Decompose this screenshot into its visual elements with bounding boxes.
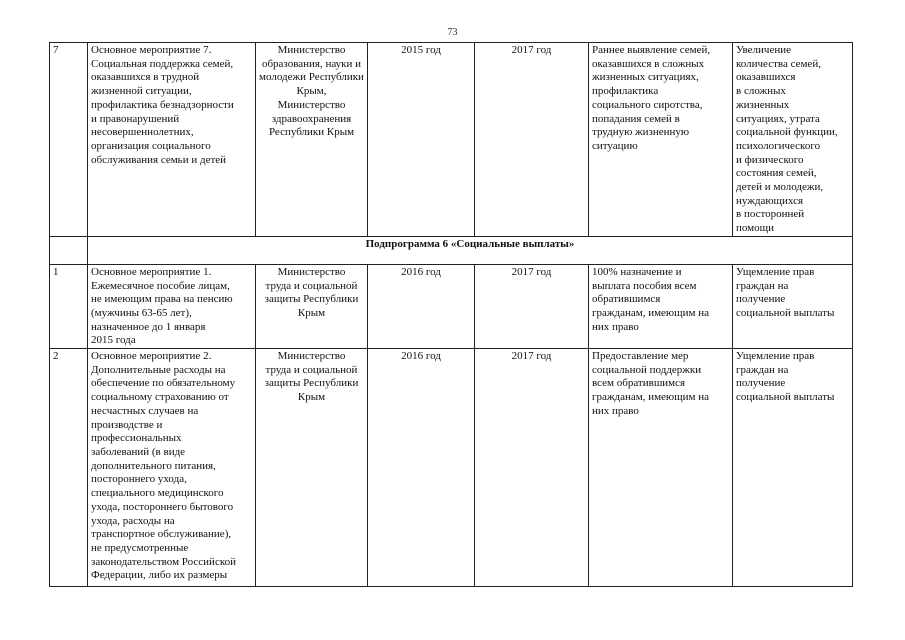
activity-cell: Основное мероприятие 2. Дополнительные расходы на обеспечение по обязательному социальному страхованию от несчастных случаев на производстве и профессиональных заболеваний (в виде дополнительного питания, постороннего ухода, специального медицинского ухода, постороннего бытового ухода, расходы на транспортное обслуживание), не предусмотренные законодательством Российской Федерации, либо их размеры — [88, 349, 256, 587]
row-number: 1 — [50, 264, 88, 348]
subprogram-title: Подпрограмма 6 «Социальные выплаты» — [88, 236, 853, 264]
empty-cell — [50, 236, 88, 264]
activity-cell: Основное мероприятие 1. Ежемесячное пособие лицам, не имеющим права на пенсию (мужчины 63-65 лет), назначенное до 1 января 2015 года — [88, 264, 256, 348]
table-row — [50, 264, 853, 348]
ministry-cell: Министерство труда и социальной защиты Республики Крым — [256, 349, 368, 587]
consequence-cell: Ущемление прав граждан на получение социальной выплаты — [733, 264, 853, 348]
end-year-cell: 2017 год — [475, 349, 589, 587]
table-row — [50, 43, 853, 237]
ministry-cell: Министерство образования, науки и молодежи Республики Крым, Министерство здравоохранения Республики Крым — [256, 43, 368, 237]
result-cell: 100% назначение и выплата пособия всем обратившимся гражданам, имеющим на них право — [589, 264, 733, 348]
result-cell: Предоставление мер социальной поддержки всем обратившимся гражданам, имеющим на них право — [589, 349, 733, 587]
activity-cell: Основное мероприятие 7. Социальная поддержка семей, оказавшихся в трудной жизненной ситуации, профилактика безнадзорности и правонарушений несовершеннолетних, организация социального обслуживания семьи и детей — [88, 43, 256, 237]
start-year-cell: 2016 год — [368, 264, 475, 348]
consequence-cell: Ущемление прав граждан на получение социальной выплаты — [733, 349, 853, 587]
start-year-cell: 2015 год — [368, 43, 475, 237]
table-row — [50, 349, 853, 587]
ministry-cell: Министерство труда и социальной защиты Республики Крым — [256, 264, 368, 348]
consequence-cell: Увеличение количества семей, оказавшихся в сложных жизненных ситуациях, утрата социальной функции, психологического и физического состояния семей, детей и молодежи, нуждающихся в посторонней помощи — [733, 43, 853, 237]
result-cell: Раннее выявление семей, оказавшихся в сложных жизненных ситуациях, профилактика социального сиротства, попадания семей в трудную жизненную ситуацию — [589, 43, 733, 237]
subprogram-row — [50, 236, 853, 264]
page-number: 73 — [447, 27, 458, 38]
end-year-cell: 2017 год — [475, 264, 589, 348]
row-number: 2 — [50, 349, 88, 587]
start-year-cell: 2016 год — [368, 349, 475, 587]
measures-table — [49, 42, 853, 587]
end-year-cell: 2017 год — [475, 43, 589, 237]
row-number: 7 — [50, 43, 88, 237]
